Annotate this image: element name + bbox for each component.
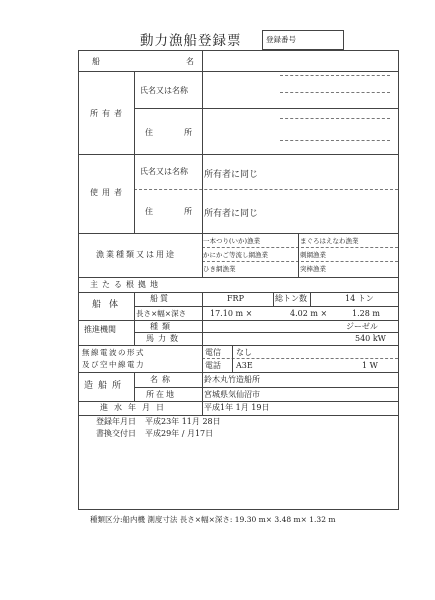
owner-address-line <box>280 118 390 119</box>
user-label: 使用者 <box>90 188 126 197</box>
fishery-label: 漁業種類又は用途 <box>96 250 176 259</box>
engine-power-label: 馬力数 <box>146 334 182 343</box>
row-divider <box>78 154 398 155</box>
builder-address-label: 所在地 <box>146 390 176 399</box>
fishery-type-item: 刺網漁業 <box>300 251 326 259</box>
launch-label: 進水年月日 <box>100 403 170 412</box>
col-divider <box>134 292 135 345</box>
builder-label: 造船所 <box>84 381 127 391</box>
col-divider <box>298 233 299 277</box>
hull-breadth-value: 4.02 m × <box>290 309 328 318</box>
owner-address-label-a: 住 <box>145 128 153 137</box>
user-name-value: 所有者に同じ <box>204 170 259 180</box>
row-divider <box>78 401 398 402</box>
reg-number-label: 登録番号 <box>266 35 296 44</box>
sub-divider <box>134 189 398 190</box>
builder-name-label: 名称 <box>150 375 174 384</box>
hull-dims-label: 長さ×幅×深さ <box>136 309 187 318</box>
row-divider <box>78 345 398 346</box>
row-divider <box>78 292 398 293</box>
row-divider <box>78 320 398 321</box>
builder-address-value: 宮城県気仙沼市 <box>204 390 260 399</box>
hull-material-label: 船質 <box>150 294 170 303</box>
col-divider <box>202 345 203 373</box>
hull-material-value: FRP <box>227 294 244 303</box>
user-address-label-a: 住 <box>145 207 153 216</box>
owner-name-line <box>280 75 390 76</box>
hull-depth-value: 1.28 m <box>352 309 380 318</box>
sub-divider <box>134 306 398 307</box>
vessel-name-label-a: 船 <box>92 57 100 66</box>
user-address-value: 所有者に同じ <box>204 209 259 219</box>
radio-phone-form: A3E <box>236 361 253 370</box>
hull-length-value: 17.10 m × <box>210 309 253 318</box>
col-divider <box>202 50 203 234</box>
engine-power-value: 540 kW <box>355 334 386 343</box>
engine-type-label: 種類 <box>150 322 174 331</box>
fishery-type-item: 突棒漁業 <box>300 265 326 273</box>
owner-name-line <box>280 92 390 93</box>
user-name-label: 氏名又は名称 <box>140 167 188 176</box>
builder-name-value: 鈴木丸竹造船所 <box>204 375 260 384</box>
col-divider <box>202 401 203 415</box>
hull-tonnage-value: 14 トン <box>345 294 374 303</box>
engine-type-value: ジーゼル <box>346 322 378 331</box>
row-divider <box>78 372 398 373</box>
row-divider <box>78 71 398 72</box>
hull-tonnage-label: 総トン数 <box>275 294 307 303</box>
fishery-type-item: まぐろはえなわ漁業 <box>300 237 359 245</box>
fishery-type-item: 一本つり(いか)漁業 <box>203 237 261 245</box>
sub-divider <box>134 387 398 388</box>
col-divider <box>134 372 135 401</box>
vessel-name-label-b: 名 <box>186 57 194 66</box>
registration-label: 登録年月日 <box>96 417 136 426</box>
engine-label: 推進機関 <box>84 325 116 334</box>
col-divider <box>134 71 135 234</box>
col-divider <box>232 345 233 373</box>
radio-phone-label: 電話 <box>205 361 221 370</box>
owner-address-line <box>280 140 390 141</box>
row-divider <box>78 233 398 234</box>
reissue-value: 平成29年 / 月17日 <box>145 429 214 438</box>
fishery-type-item: かにかご等流し網漁業 <box>203 251 268 259</box>
owner-name-label: 氏名又は名称 <box>140 86 188 95</box>
row-divider <box>78 415 398 416</box>
sub-divider <box>202 261 398 262</box>
sub-divider <box>134 332 398 333</box>
radio-telegraph-label: 電信 <box>205 348 221 357</box>
owner-label: 所有者 <box>90 109 126 118</box>
sub-divider <box>134 108 398 109</box>
sub-divider <box>202 247 398 248</box>
col-divider <box>202 372 203 401</box>
col-divider <box>310 292 311 306</box>
col-divider <box>273 292 274 306</box>
form-title: 動力漁船登録票 <box>140 33 242 49</box>
registration-value: 平成23年 11月 28日 <box>145 417 221 426</box>
owner-address-label-b: 所 <box>184 128 192 137</box>
base-label: 主たる根拠地 <box>90 280 162 289</box>
launch-value: 平成1年 1月 19日 <box>204 403 270 412</box>
radio-phone-power: 1 W <box>362 361 378 370</box>
reissue-label: 書換交付日 <box>96 429 136 438</box>
hull-label: 船体 <box>92 300 127 310</box>
col-divider <box>202 292 203 345</box>
user-address-label-b: 所 <box>184 207 192 216</box>
fishery-type-item: ひき網漁業 <box>203 265 236 273</box>
row-divider <box>78 277 398 278</box>
radio-label-2: 及び空中線電力 <box>82 360 145 369</box>
radio-label-1: 無線電波の形式 <box>82 348 145 357</box>
radio-telegraph-value: なし <box>236 348 252 357</box>
footer-note: 種類区分:船内機 測度寸法 長さ×幅×深さ: 19.30 m× 3.48 m× 1.32 m <box>90 515 336 524</box>
